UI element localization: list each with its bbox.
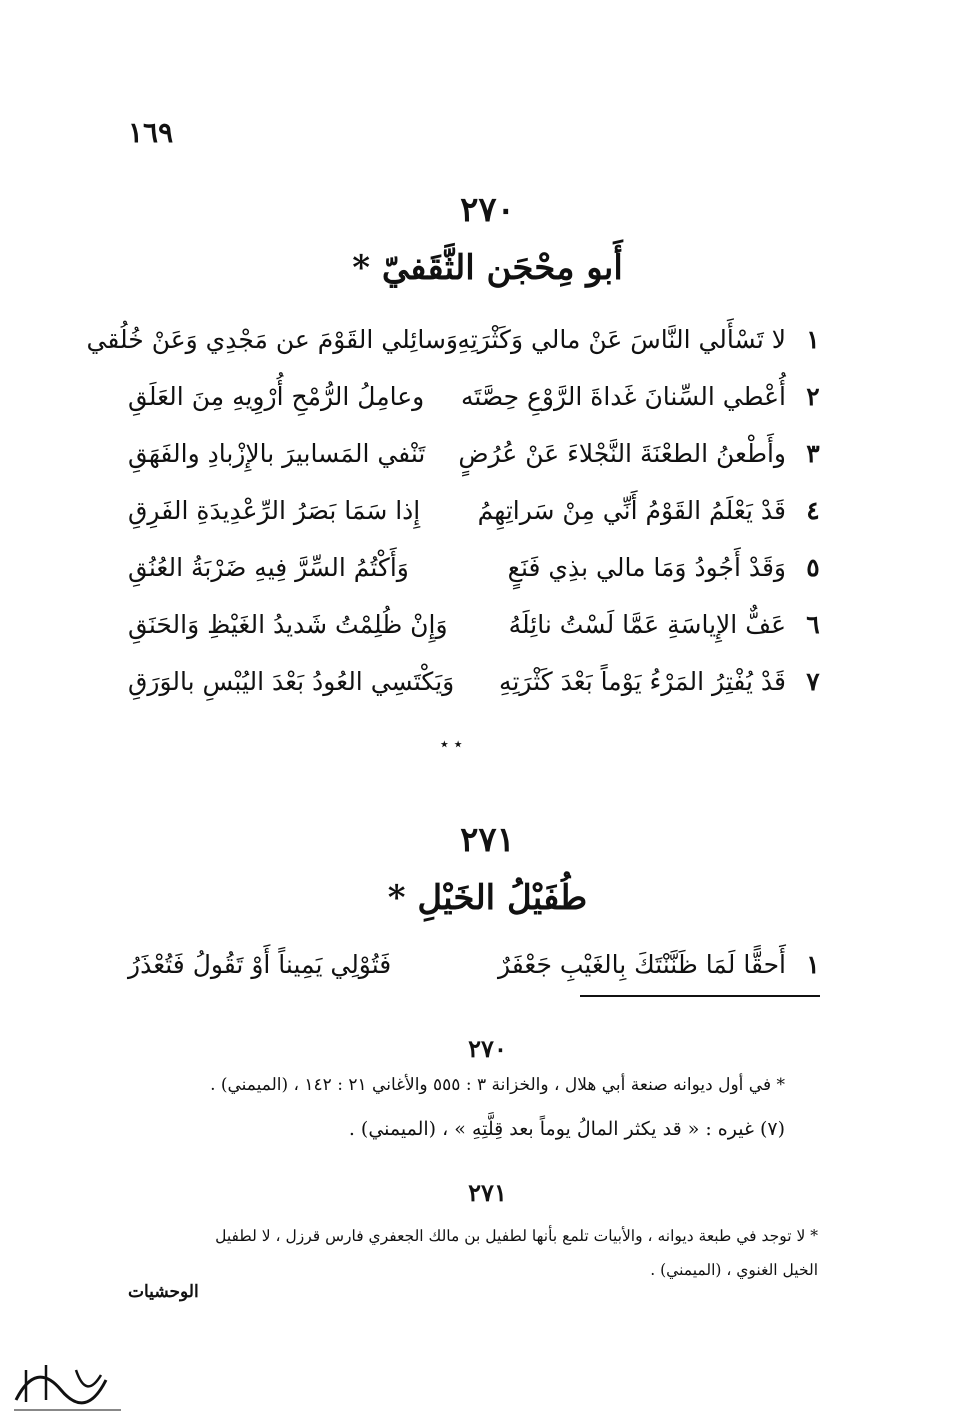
verse-number: ١ bbox=[806, 950, 820, 979]
footnote-line: (٧) غيره : « قد يكثر المالُ يوماً بعد قِلَّتِهِ » ، (الميمني) . bbox=[348, 1118, 785, 1140]
verse-second-hemistich: وَسائِلي القَوْمَ عن مَجْدِي وَعَنْ خُلُقي bbox=[86, 325, 458, 354]
verse-number: ٤ bbox=[806, 496, 820, 525]
verse-first-hemistich: لا تَسْأَلي النَّاسَ عَنْ مالي وَكَثْرَتِهِ bbox=[457, 325, 786, 354]
verse-second-hemistich: وعامِلُ الرُّمْحِ أُرْوِيهِ مِنَ العَلَقِ bbox=[128, 382, 425, 411]
verse-second-wrap bbox=[86, 320, 458, 360]
verse-first-hemistich: وأَطْعنُ الطعْنَةَ النَّجْلاءَ عَنْ عُرُضٍ bbox=[458, 439, 786, 468]
verse-row bbox=[128, 548, 828, 588]
verse-second-hemistich: تَنْفي المَسابيرَ بالإِزْبادِ والفَهَقِ bbox=[128, 439, 426, 468]
verse-row bbox=[128, 377, 828, 417]
verse-row bbox=[128, 662, 828, 702]
poem-number: ٢٧٠ bbox=[460, 190, 515, 230]
verse-second-wrap bbox=[128, 548, 458, 588]
verse-second-wrap bbox=[128, 605, 458, 645]
footnote-number: ٢٧١ bbox=[468, 1178, 507, 1207]
verse-second-hemistich: فَتُوْلِي يَمِيناً أَوْ تَقُولُ فَتُعْذَرُ bbox=[128, 950, 392, 979]
verse-number: ٣ bbox=[806, 439, 820, 468]
footnote-number: ٢٧٠ bbox=[468, 1034, 507, 1063]
verse-second-hemistich: إِذا سَمَا بَصَرُ الرِّعْدِيدَةِ الفَرِقِ bbox=[128, 496, 421, 525]
verse-first-hemistich: قَدْ يُفْتِرُ المَرْءُ يَوْماً بَعْدَ كَثْرَتِهِ bbox=[499, 667, 786, 696]
verse-number: ٦ bbox=[806, 610, 820, 639]
verse-row bbox=[86, 320, 828, 360]
verse-second-wrap bbox=[128, 662, 458, 702]
verse-row bbox=[128, 605, 828, 645]
verse-second-wrap bbox=[128, 377, 458, 417]
verse-number: ٥ bbox=[806, 553, 820, 582]
verse-row bbox=[128, 491, 828, 531]
verse-number: ١ bbox=[806, 325, 820, 354]
verse-second-wrap bbox=[128, 491, 458, 531]
footnote-line: الخيل الغنوي ، (الميمني) . bbox=[650, 1261, 818, 1279]
verse-first-hemistich: قَدْ يَعْلَمُ القَوْمُ أَنِّي مِنْ سَراتِهِمُ bbox=[477, 496, 786, 525]
verse-first-hemistich: وَقَدْ أَجُودُ وَمَا مالي بذِي فَنَعٍ bbox=[507, 553, 786, 582]
book-signature: الوحشيات bbox=[128, 1282, 199, 1302]
library-stamp-logo bbox=[6, 1340, 131, 1418]
ornament: ٭ ٭ bbox=[440, 734, 463, 753]
verse-second-wrap bbox=[128, 434, 458, 474]
footnote-line: * لا توجد في طبعة ديوانه ، والأبيات تلمع بأنها لطفيل بن مالك الجعفري فارس قرزل ، لا لطفيل bbox=[215, 1227, 818, 1245]
poem-number: ٢٧١ bbox=[460, 820, 515, 860]
poem-title: أَبو مِحْجَن الثَّقَفيّ * bbox=[352, 248, 623, 288]
verse-second-hemistich: وَيَكْتَسِي العُودُ بَعْدَ اليُبْسِ بالوَرَقِ bbox=[128, 667, 455, 696]
verse-second-hemistich: وَأَكْتُمُ السِّرَّ فِيهِ ضَرْبَةُ العُنُقِ bbox=[128, 553, 409, 582]
verse-first-hemistich: عَفٌّ الإِياسَةِ عَمَّا لَسْتُ نائِلَهُ bbox=[508, 610, 786, 639]
footnote-divider bbox=[580, 995, 820, 997]
poem-title: طُفَيْلُ الخَيْلِ * bbox=[387, 878, 588, 918]
verse-row bbox=[128, 434, 828, 474]
verse-second-wrap bbox=[128, 945, 458, 985]
page-number: ١٦٩ bbox=[128, 116, 174, 149]
verse-first-hemistich: أَحقًّا لَمَا ظَنَّنْتَكَ بِالغَيْبِ جَعْفَرٌ bbox=[497, 950, 786, 979]
verse-number: ٢ bbox=[806, 382, 820, 411]
verse-number: ٧ bbox=[806, 667, 820, 696]
verse-row bbox=[128, 945, 828, 985]
verse-first-hemistich: أُعْطي السِّنانَ غَداةَ الرَّوْعِ حِصَّتَه bbox=[460, 382, 786, 411]
verse-second-hemistich: وَإِنْ ظُلِمْتُ شَديدُ الغَيْظِ وَالحَنَقِ bbox=[128, 610, 448, 639]
footnote-line: * في أول ديوانه صنعة أبي هلال ، والخزانة ٣ : ٥٥٥ والأغاني ٢١ : ١٤٢ ، (الميمني) . bbox=[210, 1075, 785, 1095]
